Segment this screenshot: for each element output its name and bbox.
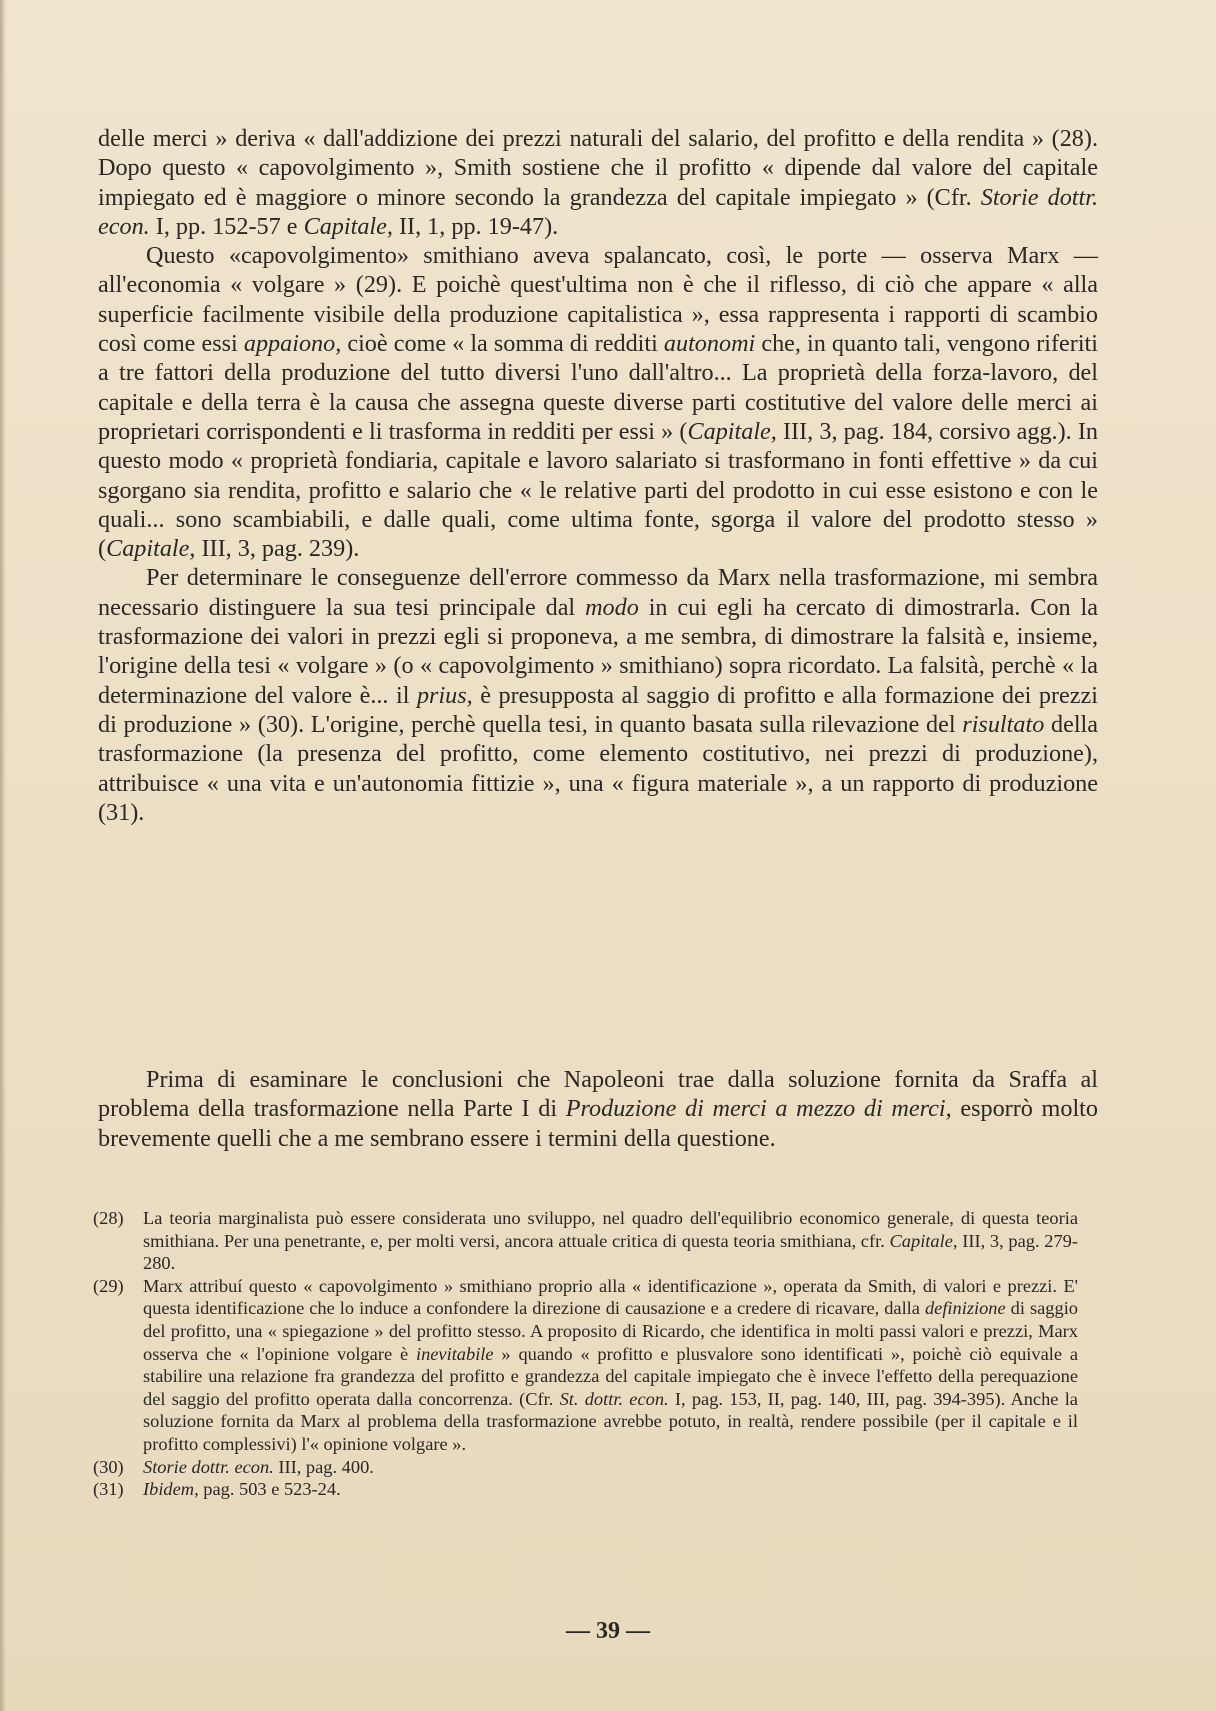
- footnote-30: [93, 1456, 1078, 1479]
- italic-run: Storie dottr. econ.: [143, 1456, 274, 1477]
- italic-run: inevitabile: [415, 1343, 494, 1364]
- footnote-number: (30): [93, 1456, 124, 1477]
- text-run: III, pag. 400.: [273, 1456, 374, 1477]
- italic-run: Capitale,: [687, 417, 777, 445]
- text-run: » quando « profitto e plusvalore sono identificati », poichè ciò equivale a stabilire una relazione fra grandezza del profitto e grandezza del capitale impiegato che è invece l'effetto della perequazione del saggio del profitto operata dalla concorrenza. (Cfr.: [143, 1343, 1078, 1409]
- footnote-text: [143, 1275, 1078, 1456]
- text-run: II, 1, pp. 19-47).: [392, 212, 559, 240]
- footnote-number: (28): [93, 1208, 124, 1228]
- italic-run: Capitale,: [889, 1230, 958, 1251]
- text-run: Per determinare le conseguenze dell'errore commesso da Marx nella trasformazione, mi sembra necessario distinguere la sua tesi principale dal: [98, 564, 1098, 621]
- text-run: Questo «capovolgimento» smithiano aveva spalancato, così, le porte — osserva Marx — all'economia « volgare » (29). E poichè quest'ultima non è che il riflesso, di ciò che appare « alla superficie facilmente visibile della produzione capitalistica », essa rappresenta i rapporti di scambio così come essi: [98, 242, 1098, 358]
- italic-run: appaiono,: [243, 330, 342, 358]
- italic-run: Produzione di merci a mezzo di merci,: [565, 1095, 952, 1123]
- footnotes: [93, 1207, 1078, 1501]
- section-intro: [98, 1065, 1098, 1153]
- italic-run: St. dottr. econ.: [559, 1388, 669, 1409]
- italic-run: Storie dottr. econ.: [98, 183, 1098, 240]
- italic-run: Ibidem,: [143, 1479, 199, 1500]
- italic-run: risultato: [962, 710, 1045, 738]
- text-run: cioè come « la somma di redditi: [341, 330, 664, 358]
- footnote-text: [143, 1207, 1078, 1275]
- paragraph-4: [98, 1065, 1098, 1153]
- paragraph-1: [98, 124, 1098, 241]
- text-run: III, 3, pag. 184, corsivo agg.). In questo modo « proprietà fondiaria, capitale e lavoro salariato si trasformano in fonti effettive » da cui sgorgano sia rendita, profitto e salario che « le relative parti del prodotto in cui esse esistono e con le quali... sono scambiabili, e dalle quali, come ultima fonte, sgorga il valore del prodotto stesso » (: [98, 417, 1098, 563]
- text-run: esporrò molto brevemente quelli che a me sembrano essere i termini della questione.: [98, 1095, 1098, 1152]
- italic-run: definizione: [924, 1298, 1006, 1319]
- text-run: di saggio del profitto, una « spiegazione » del profitto stesso. A proposito di Ricardo, che identifica in molti passi valori e prezzi, Marx osserva che « l'opinione volgare è: [143, 1298, 1078, 1364]
- text-run: è presupposta al saggio di profitto e alla formazione dei prezzi di produzione » (30). L'origine, perchè quella tesi, in quanto basata sulla rilevazione del: [98, 681, 1098, 738]
- main-text: [98, 124, 1098, 827]
- page-number: — 39 —: [566, 1618, 650, 1644]
- italic-run: modo: [585, 593, 639, 621]
- text-run: Marx attribuí questo « capovolgimento » smithiano proprio alla « identificazione », operata da Smith, di valori e prezzi. E' questa identificazione che lo induce a confondere la direzione di causazione e a credere di ricavare, dalla: [143, 1275, 1078, 1319]
- footnote-text: [143, 1478, 1078, 1501]
- text-run: della trasformazione (la presenza del profitto, come elemento costitutivo, nei prezzi di produzione), attribuisce « una vita e un'autonomia fittizie », una « figura materiale », a un rapporto di produzione (31).: [98, 710, 1098, 826]
- paragraph-3: [98, 563, 1098, 827]
- text-run: III, 3, pag. 239).: [195, 535, 360, 563]
- paragraph-2: [98, 241, 1098, 563]
- footnote-28: [93, 1207, 1078, 1275]
- footnote-31: [93, 1478, 1078, 1501]
- italic-run: prius,: [416, 681, 473, 709]
- footnote-number: (29): [93, 1275, 124, 1296]
- text-run: pag. 503 e 523-24.: [198, 1479, 341, 1500]
- italic-run: autonomi: [663, 330, 756, 358]
- text-run: III, 3, pag. 279-280.: [143, 1230, 1078, 1274]
- footnote-number: (31): [93, 1479, 124, 1500]
- text-run: che, in quanto tali, vengono riferiti a tre fattori della produzione del tutto diversi l'uno dall'altro... La proprietà della forza-lavoro, del capitale e della terra è la causa che assegna queste diverse parti costitutive del valore delle merci ai proprietari corrispondenti e li trasforma in redditi per essi » (: [98, 330, 1098, 445]
- footnote-29: [93, 1275, 1078, 1456]
- italic-run: Capitale,: [106, 535, 196, 563]
- text-run: La teoria marginalista può essere considerata uno sviluppo, nel quadro dell'equilibrio economico generale, di questa teoria smithiana. Per una penetrante, e, per molti versi, ancora attuale critica di questa teoria smithiana, cfr.: [143, 1208, 1078, 1251]
- text-run: Prima di esaminare le conclusioni che Napoleoni trae dalla soluzione fornita da Sraffa al problema della trasformazione nella Parte I di: [98, 1066, 1098, 1123]
- text-run: delle merci » deriva « dall'addizione dei prezzi naturali del salario, del profitto e della rendita » (28). Dopo questo « capovolgimento », Smith sostiene che il profitto « dipende dal valore del capitale impiegato ed è maggiore o minore secondo la grandezza del capitale impiegato » (Cfr.: [98, 125, 1098, 211]
- text-run: I, pp. 152-57 e: [149, 212, 304, 240]
- italic-run: Capitale,: [303, 212, 393, 240]
- page-edge-shadow: [0, 0, 6, 1711]
- text-run: I, pag. 153, II, pag. 140, III, pag. 394-395). Anche la soluzione fornita da Marx al problema della trasformazione avrebbe potuto, in realtà, rendere possibile (per il capitale e il profitto complessivi) l'« opinione volgare ».: [143, 1388, 1078, 1454]
- text-run: in cui egli ha cercato di dimostrarla. Con la trasformazione dei valori in prezzi egli si proponeva, a me sembra, di dimostrare la falsità e, insieme, l'origine della tesi « volgare » (o « capovolgimento » smithiano) sopra ricordato. La falsità, perchè « la determinazione del valore è... il: [98, 593, 1098, 709]
- footnote-text: [143, 1456, 1078, 1479]
